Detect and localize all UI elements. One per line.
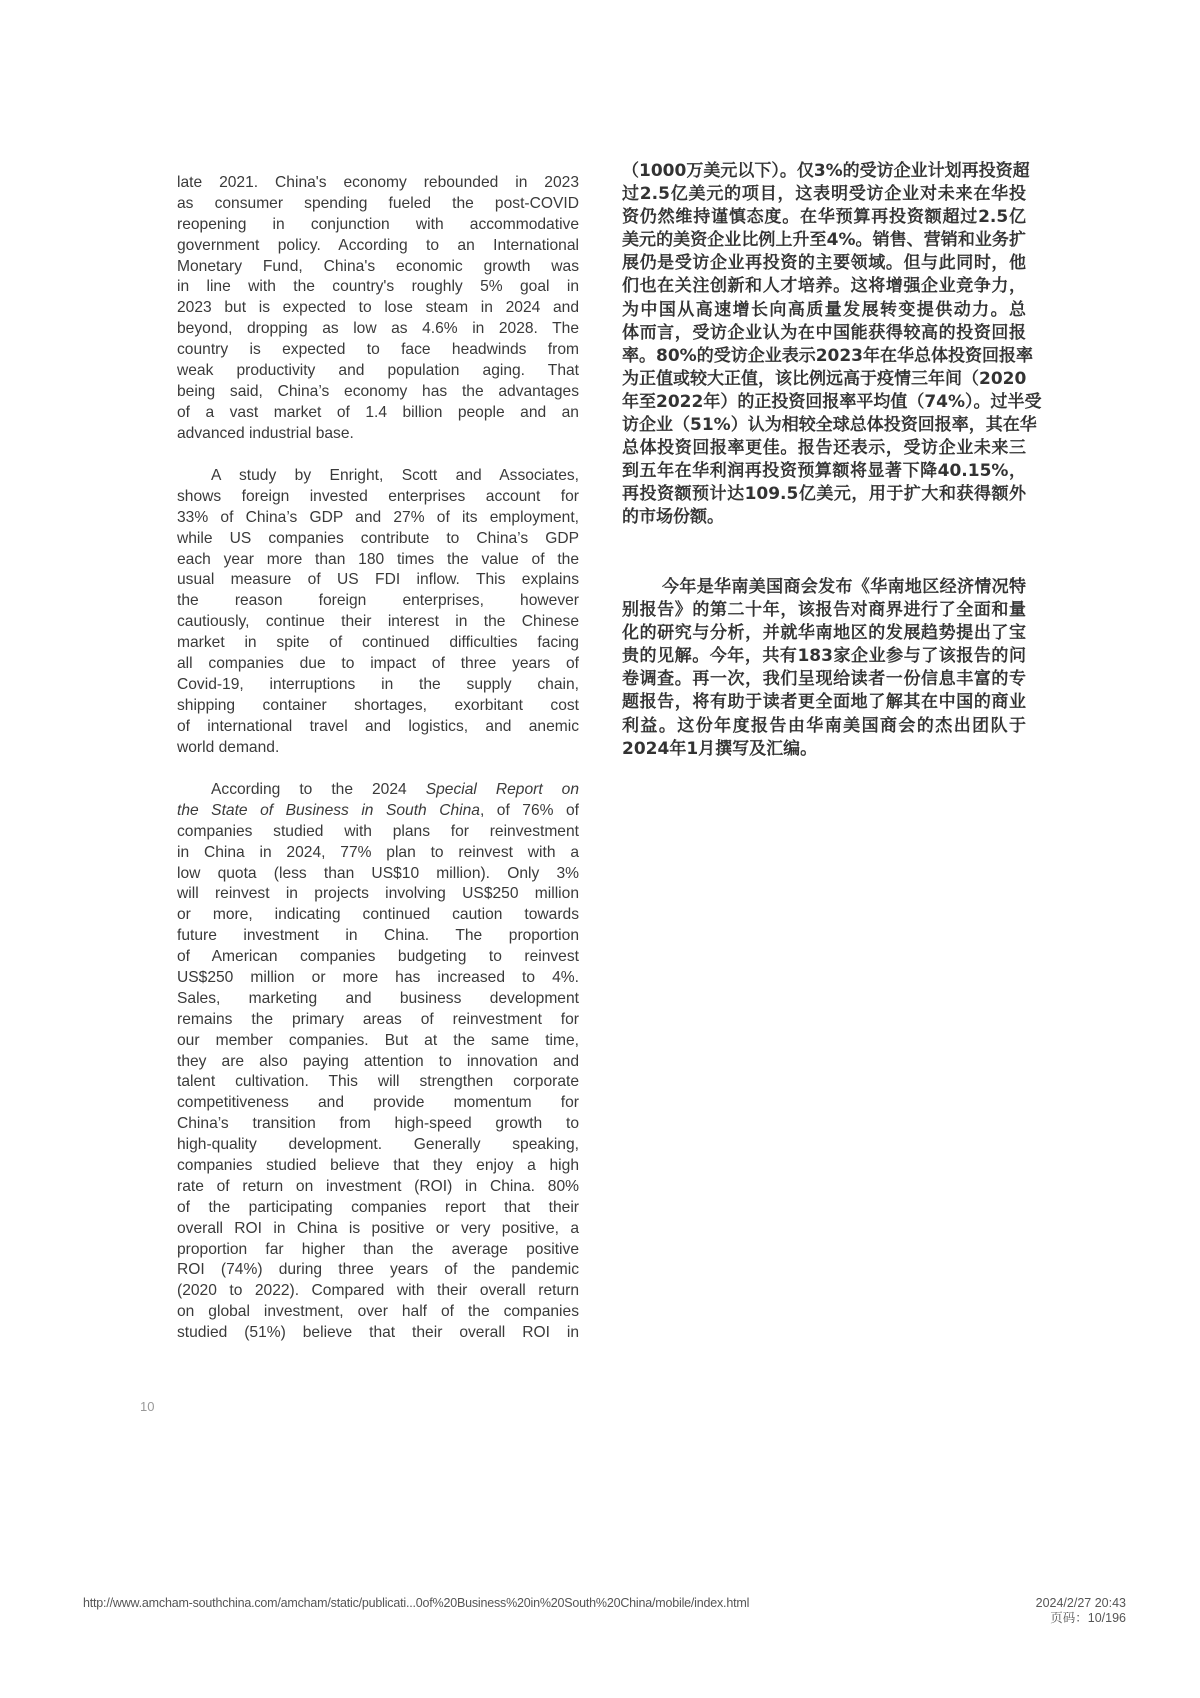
text-line: A study by Enright, Scott and Associates, bbox=[211, 467, 579, 484]
text-line: government policy. According to an International bbox=[177, 236, 579, 254]
text-line: 总体投资回报率更佳。报告还表示，受访企业未来三 bbox=[622, 438, 1026, 459]
text-line: 为中国从高速增长向高质量发展转变提供动力。总 bbox=[622, 299, 1026, 320]
paragraph-special-report bbox=[177, 780, 579, 1344]
text-line: 别报告》的第二十年，该报告对商界进行了全面和量 bbox=[622, 600, 1026, 621]
text-line: 今年是华南美国商会发布《华南地区经济情况特 bbox=[662, 577, 1026, 597]
text-line: cautiously, continue their interest in the Chinese bbox=[177, 613, 579, 631]
text-line: Covid-19, interruptions in the supply chain, bbox=[177, 675, 579, 693]
paragraph-report-intro-cn bbox=[622, 576, 1026, 761]
text-line: the State of Business in South China, of 76% of bbox=[177, 801, 579, 819]
text-line: high-quality development. Generally speaking, bbox=[177, 1136, 579, 1154]
text-line: companies studied believe that they enjoy a high bbox=[177, 1157, 579, 1175]
text-line: 到五年在华利润再投资预算额将显著下降40.15%， bbox=[622, 461, 1026, 482]
text-line: 33% of China’s GDP and 27% of its employment, bbox=[177, 508, 579, 526]
text-line: 再投资额预计达109.5亿美元，用于扩大和获得额外 bbox=[622, 484, 1026, 505]
text-line: or more, indicating continued caution towards bbox=[177, 906, 579, 924]
text-line: each year more than 180 times the value of the bbox=[177, 550, 579, 568]
text-line: 2024年1月撰写及汇编。 bbox=[622, 738, 818, 759]
text-line: our member companies. But at the same time, bbox=[177, 1031, 579, 1049]
text-line: country is expected to face headwinds from bbox=[177, 341, 579, 359]
text-line: will reinvest in projects involving US$250 million bbox=[177, 885, 579, 903]
text-line: 们也在关注创新和人才培养。这将增强企业竞争力， bbox=[622, 276, 1026, 297]
text-line: 的市场份额。 bbox=[622, 507, 724, 528]
text-line: US$250 million or more has increased to 4%. bbox=[177, 969, 579, 987]
text-line: world demand. bbox=[177, 738, 280, 756]
text-line: 化的研究与分析，并就华南地区的发展趋势提出了宝 bbox=[622, 623, 1026, 644]
text-line: weak productivity and population aging. That bbox=[177, 362, 579, 380]
text-line: as consumer spending fueled the post-COVID bbox=[177, 194, 579, 212]
text-line: of a vast market of 1.4 billion people and an bbox=[177, 403, 579, 421]
text-line: 体而言，受访企业认为在中国能获得较高的投资回报 bbox=[622, 322, 1026, 343]
text-line: in line with the country's roughly 5% goal in bbox=[177, 278, 579, 296]
text-line: while US companies contribute to China’s GDP bbox=[177, 529, 579, 547]
text-line: shows foreign invested enterprises account for bbox=[177, 487, 579, 505]
text-line: usual measure of US FDI inflow. This explains bbox=[177, 571, 579, 589]
text-line: 过2.5亿美元的项目，这表明受访企业对未来在华投 bbox=[622, 184, 1026, 205]
text-line: 2023 but is expected to lose steam in 2024 and bbox=[177, 299, 579, 317]
text-line: advanced industrial base. bbox=[177, 424, 354, 442]
text-line: the reason foreign enterprises, however bbox=[177, 592, 579, 610]
text-line: According to the 2024 Special Report on bbox=[211, 781, 579, 798]
text-line: beyond, dropping as low as 4.6% in 2028. The bbox=[177, 320, 579, 338]
text-line: late 2021. China's economy rebounded in 2023 bbox=[177, 174, 579, 191]
footer-url: http://www.amcham-southchina.com/amcham/static/publicati...0of%20Business%20in%20South%20China/mobile/index.html bbox=[83, 1596, 750, 1610]
text-line: 题报告，将有助于读者更全面地了解其在中国的商业 bbox=[622, 692, 1026, 713]
text-line: being said, China’s economy has the advantages bbox=[177, 382, 579, 400]
text-line: 利益。这份年度报告由华南美国商会的杰出团队于 bbox=[622, 715, 1026, 736]
text-line: of American companies budgeting to reinvest bbox=[177, 948, 579, 966]
text-line: of the participating companies report that their bbox=[177, 1198, 579, 1216]
text-line: on global investment, over half of the companies bbox=[177, 1303, 579, 1321]
text-line: 卷调查。再一次，我们呈现给读者一份信息丰富的专 bbox=[622, 669, 1026, 690]
text-line: rate of return on investment (ROI) in China. 80% bbox=[177, 1177, 579, 1195]
text-line: studied (51%) believe that their overall ROI in bbox=[177, 1324, 579, 1342]
text-line: 访企业（51%）认为相较全球总体投资回报率，其在华 bbox=[622, 415, 1037, 436]
text-line: competitiveness and provide momentum for bbox=[177, 1094, 579, 1112]
text-line: ROI (74%) during three years of the pandemic bbox=[177, 1261, 579, 1279]
text-line: overall ROI in China is positive or very positive, a bbox=[177, 1219, 579, 1237]
footer-datetime: 2024/2/27 20:43 bbox=[1035, 1596, 1126, 1610]
text-line: 率。80%的受访企业表示2023年在华总体投资回报率 bbox=[622, 345, 1034, 366]
text-line: companies studied with plans for reinvestment bbox=[177, 822, 579, 840]
text-line: all companies due to impact of three years of bbox=[177, 655, 579, 673]
text-line: 贵的见解。今年，共有183家企业参与了该报告的问 bbox=[622, 646, 1026, 667]
text-line: remains the primary areas of reinvestment for bbox=[177, 1010, 579, 1028]
paragraph-reinvestment-cn bbox=[622, 160, 1042, 530]
footer-meta bbox=[1036, 1596, 1126, 1626]
text-line: shipping container shortages, exorbitant cost bbox=[177, 696, 579, 714]
text-line: 年至2022年）的正投资回报率平均值（74%）。过半受 bbox=[622, 391, 1042, 412]
text-line: they are also paying attention to innovation and bbox=[177, 1052, 579, 1070]
paragraph-economy bbox=[177, 173, 579, 445]
text-line: future investment in China. The proportion bbox=[177, 927, 579, 945]
text-line: 为正值或较大正值，该比例远高于疫情三年间（2020 bbox=[622, 368, 1027, 389]
text-line: Sales, marketing and business development bbox=[177, 989, 579, 1007]
text-line: （1000万美元以下）。仅3%的受访企业计划再投资超 bbox=[622, 161, 1030, 181]
text-line: market in spite of continued difficulties facing bbox=[177, 634, 579, 652]
text-line: Monetary Fund, China's economic growth was bbox=[177, 257, 579, 275]
text-line: China’s transition from high-speed growth to bbox=[177, 1115, 579, 1133]
text-line: 美元的美资企业比例上升至4%。销售、营销和业务扩 bbox=[622, 230, 1026, 251]
text-line: (2020 to 2022). Compared with their overall return bbox=[177, 1282, 579, 1300]
text-line: reopening in conjunction with accommodative bbox=[177, 215, 579, 233]
text-line: 展仍是受访企业再投资的主要领域。但与此同时，他 bbox=[622, 253, 1026, 274]
text-line: of international travel and logistics, and anemic bbox=[177, 717, 579, 735]
footer-page-indicator: 页码：10/196 bbox=[1050, 1611, 1126, 1625]
text-line: low quota (less than US$10 million). Only 3% bbox=[177, 864, 579, 882]
text-line: 资仍然维持谨慎态度。在华预算再投资额超过2.5亿 bbox=[622, 207, 1026, 228]
text-line: proportion far higher than the average positive bbox=[177, 1240, 579, 1258]
page-number: 10 bbox=[140, 1399, 155, 1414]
paragraph-enright-study bbox=[177, 466, 579, 758]
text-line: talent cultivation. This will strengthen corporate bbox=[177, 1073, 579, 1091]
text-line: in China in 2024, 77% plan to reinvest with a bbox=[177, 843, 579, 861]
